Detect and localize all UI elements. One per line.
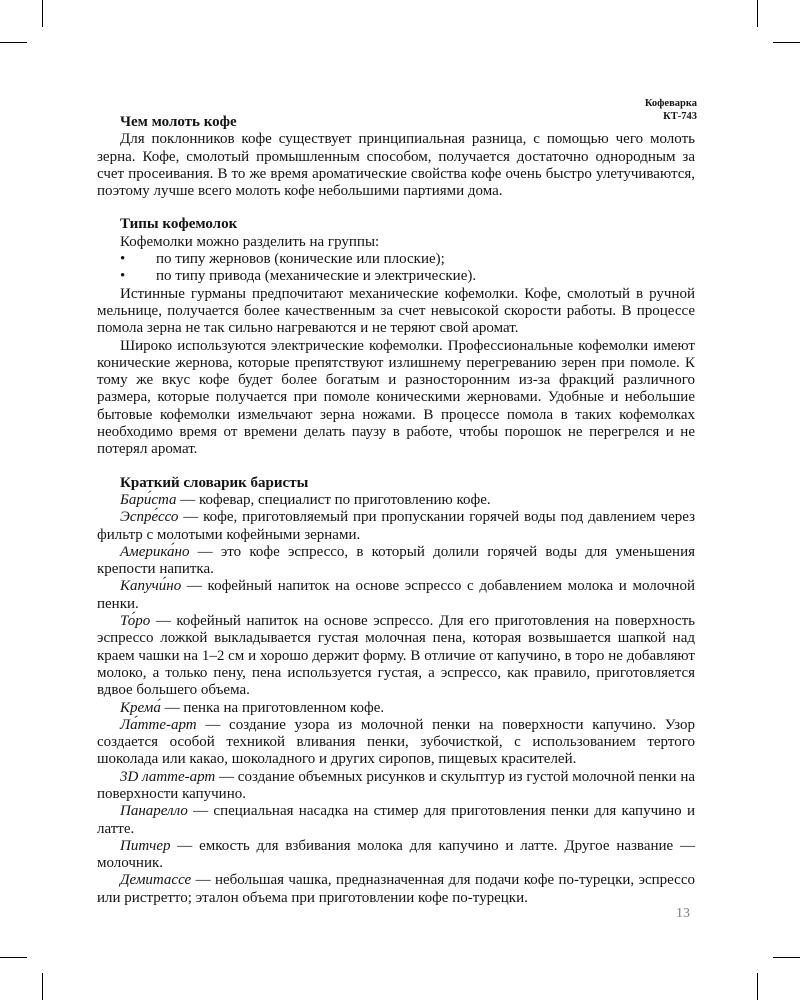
- glossary-definition: — это кофе эспрессо, в который долили горячей воды для уменьшения крепости напитка.: [97, 543, 695, 578]
- glossary-definition: — кофевар, специалист по приготовлению кофе.: [176, 491, 491, 508]
- glossary-definition: — пенка на приготовленном кофе.: [160, 699, 385, 716]
- glossary-term: Крема́: [120, 699, 161, 716]
- list-item-text: по типу жерновов (конические или плоские);: [156, 251, 445, 268]
- paragraph-grind: Для поклонников кофе существует принципиальная разница, с помощью чего молоть зерна. Кофе, смолотый промышленным способом, получается достаточно однородным за счет просеивания. В то же время ароматические свойства кофе очень быстро улетучиваются, поэтому лучше всего молоть кофе небольшими партиями дома.: [97, 131, 695, 200]
- paragraph-manual-grinders: Истинные гурманы предпочитают механические кофемолки. Кофе, смолотый в ручной мельнице, получается более качественным за счет невысокой скорости работы. В процессе помола зерна не так сильно нагреваются и не теряют свой аромат.: [97, 285, 695, 337]
- glossary-term: То́ро: [120, 613, 151, 630]
- crop-mark-top-right-v: [757, 0, 758, 27]
- crop-mark-bottom-right-v: [757, 973, 758, 1000]
- glossary-term: Капучи́но: [120, 578, 182, 595]
- crop-mark-top-left-h: [0, 42, 27, 43]
- list-item: [97, 251, 695, 268]
- paragraph-types-intro: Кофемолки можно разделить на группы:: [120, 233, 380, 250]
- crop-mark-top-right-h: [773, 42, 800, 43]
- glossary-entry: [97, 578, 695, 613]
- glossary-term: 3D латте-арт: [120, 768, 216, 785]
- glossary-entry: [97, 509, 695, 544]
- glossary-list: [97, 492, 695, 907]
- glossary-entry: [97, 544, 695, 579]
- crop-mark-bottom-right-h: [773, 957, 800, 958]
- bullet-icon: •: [120, 268, 126, 285]
- glossary-term: Ла́тте-арт: [120, 716, 197, 733]
- glossary-definition: — небольшая чашка, предназначенная для подачи кофе по-турецки, эспрессо или ристретто; эталон объема при приготовлении кофе по-турецки.: [97, 872, 695, 906]
- header-model: КТ-743: [663, 111, 697, 122]
- glossary-entry: [97, 700, 695, 717]
- glossary-definition: — кофе, приготовляемый при пропускании горячей воды под давлением через фильтр с молотыми кофейными зернами.: [97, 509, 695, 543]
- glossary-definition: — кофейный напиток на основе эспрессо с добавлением молока и молочной пенки.: [97, 578, 695, 612]
- list-item: [97, 268, 695, 285]
- section-heading-grind: Чем молоть кофе: [120, 114, 237, 130]
- crop-mark-bottom-left-v: [42, 973, 43, 1000]
- glossary-entry: [97, 717, 695, 769]
- page-content: [97, 114, 695, 907]
- section-heading-types: Типы кофемолок: [120, 216, 238, 233]
- header-product-name: Кофеварка: [644, 98, 697, 109]
- crop-mark-bottom-left-h: [0, 957, 27, 958]
- paragraph-electric-grinders: Широко используются электрические кофемолки. Профессиональные кофемолки имеют конические жернова, которые препятствуют излишнему перегреванию зерен при помоле. К тому же вкус кофе будет более богатым и разносторонним из-за фракций различного размера, которые получается при помоле коническими жерновами. Удобные и небольшие бытовые кофемолки измельчают зерна ножами. В процессе помола в таких кофемолках необходимо время от времени делать паузу в работе, чтобы порошок не перегрелся и не потерял аромат.: [97, 337, 695, 458]
- glossary-definition: — емкость для взбивания молока для капучино и латте. Другое название — молочник.: [97, 837, 695, 872]
- glossary-term: Питчер: [120, 837, 171, 854]
- glossary-term: Америка́но: [120, 543, 190, 560]
- glossary-definition: — создание объемных рисунков и скульптур из густой молочной пенки на поверхности капучино.: [97, 768, 696, 802]
- glossary-entry: [97, 613, 695, 699]
- bullet-icon: •: [120, 251, 126, 268]
- glossary-entry: [97, 769, 695, 804]
- glossary-entry: [97, 872, 695, 907]
- crop-mark-top-left-v: [42, 0, 43, 27]
- glossary-term: Демитассе: [120, 872, 192, 889]
- glossary-entry: [97, 803, 695, 838]
- glossary-entry: [97, 492, 695, 509]
- page-number: 13: [676, 906, 690, 921]
- glossary-term: Бари́ста: [120, 491, 177, 508]
- glossary-entry: [97, 838, 695, 873]
- list-item-text: по типу привода (механические и электрические).: [156, 268, 477, 285]
- glossary-definition: — специальная насадка на стимер для приготовления пенки для капучино и латте.: [97, 803, 695, 837]
- glossary-definition: — создание узора из молочной пенки на поверхности капучино. Узор создается особой техникой вливания пенки, зубочисткой, с использованием тертого шоколада или какао, шоколадного и других сиропов, пищевых красителей.: [97, 716, 695, 768]
- glossary-term: Эспре́ссо: [120, 509, 179, 526]
- section-heading-glossary: Краткий словарик баристы: [120, 474, 309, 491]
- glossary-definition: — кофейный напиток на основе эспрессо. Для его приготовления на поверхность эспрессо ложкой выкладывается густая молочная пена, которая возвышается шапкой над краем чашки на 1–2 см и хорошо держит форму. В отличие от капучино, в торо не добавляют молоко, а только пену, пена используется густая, а эспрессо, как правило, приготовляется вдвое большего объема.: [97, 613, 695, 699]
- glossary-term: Панарелло: [120, 803, 188, 820]
